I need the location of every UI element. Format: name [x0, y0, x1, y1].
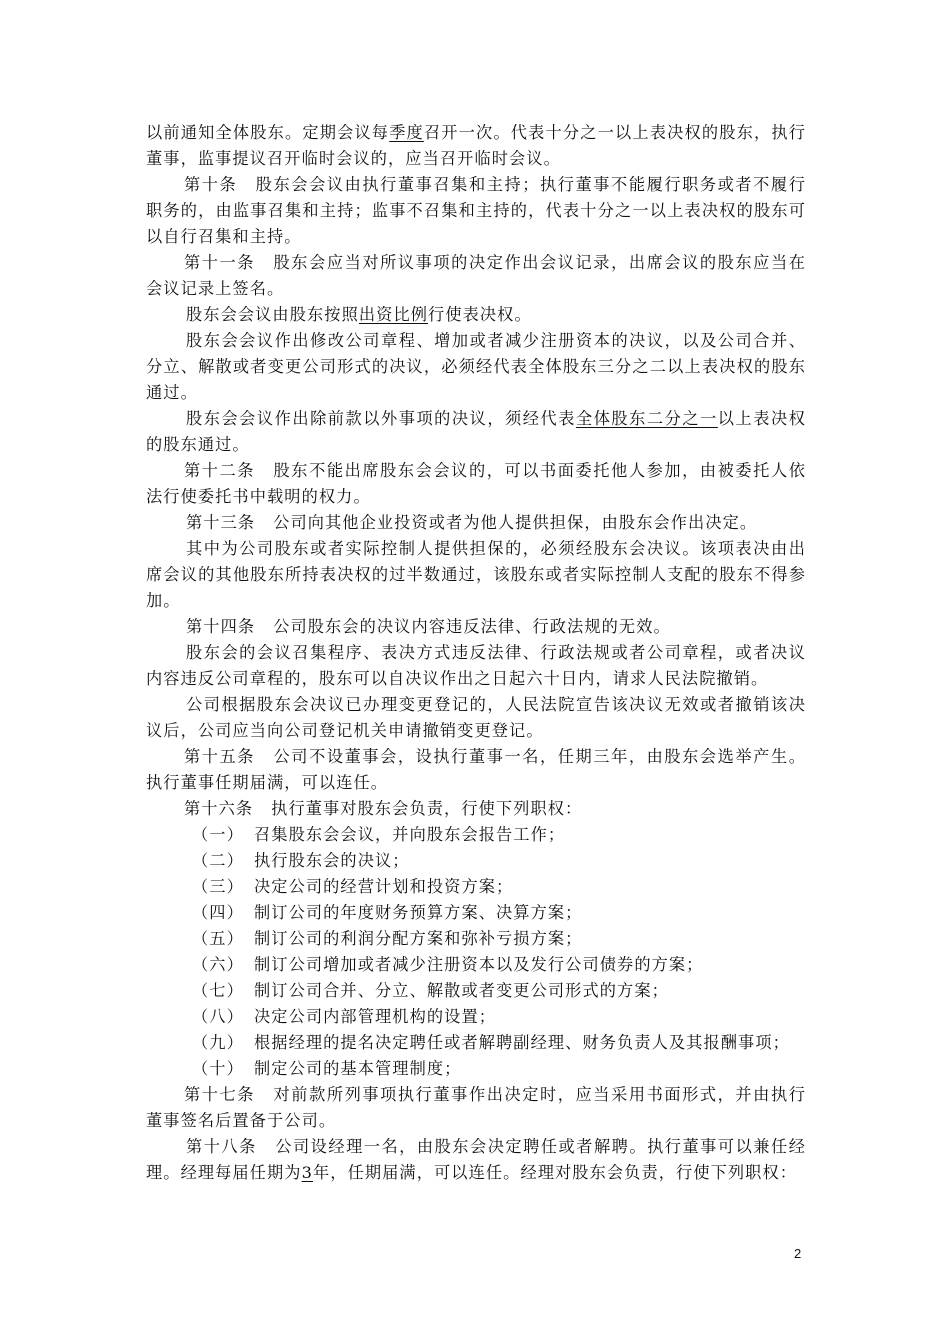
list-item — [192, 1056, 806, 1082]
article-14 — [146, 614, 806, 640]
article-16 — [146, 796, 806, 822]
list-item-text: 决定公司内部管理机构的设置； — [254, 1007, 497, 1026]
powers-list — [146, 822, 806, 1082]
text-run: 年，任期届满，可以连任。经理对股东会负责，行使下列职权： — [313, 1163, 798, 1182]
list-item — [192, 848, 806, 874]
article-13 — [146, 510, 806, 536]
list-item — [192, 1030, 806, 1056]
list-item-text: 制订公司的利润分配方案和弥补亏损方案； — [254, 929, 583, 948]
list-item-number: （十） — [192, 1059, 244, 1078]
text-run: 股东会会议作出除前款以外事项的决议，须经代表 — [186, 409, 576, 428]
list-item-text: 召集股东会会议，并向股东会报告工作； — [254, 825, 566, 844]
article-text: 公司股东会的决议内容违反法律、行政法规的无效。 — [273, 617, 671, 636]
list-item-number: （五） — [192, 929, 244, 948]
article-text: 执行董事对股东会负责，行使下列职权： — [271, 799, 583, 818]
article-text: 对前款所列事项执行董事作出决定时，应当采用书面形式，并由执行董事签名后置备于公司。 — [146, 1085, 806, 1130]
list-item-text: 根据经理的提名决定聘任或者解聘副经理、财务负责人及其报酬事项； — [254, 1033, 790, 1052]
text-run: 行使表决权。 — [428, 305, 532, 324]
article-heading: 第十六条 — [184, 799, 254, 818]
list-item-number: （八） — [192, 1007, 244, 1026]
list-item-text: 决定公司的经营计划和投资方案； — [254, 877, 514, 896]
list-item-number: （一） — [192, 825, 244, 844]
paragraph-guarantee: 其中为公司股东或者实际控制人提供担保的，必须经股东会决议。该项表决由出席会议的其他股东所持表决权的过半数通过，该股东或者实际控制人支配的股东不得参加。 — [146, 539, 806, 610]
text-run: 以上表决权的股东通过。 — [146, 409, 806, 454]
article-heading: 第十八条 — [186, 1137, 257, 1156]
underlined-text: 3 — [301, 1163, 313, 1182]
paragraph-meeting-notice — [146, 120, 806, 172]
text-run: 以前通知全体股东。定期会议每 — [146, 123, 390, 142]
article-text: 股东不能出席股东会会议的，可以书面委托他人参加，由被委托人依法行使委托书中载明的权力。 — [146, 461, 806, 506]
list-item-number: （四） — [192, 903, 244, 922]
list-item — [192, 900, 806, 926]
article-10 — [146, 172, 806, 250]
list-item — [192, 874, 806, 900]
list-item — [192, 926, 806, 952]
list-item-number: （九） — [192, 1033, 244, 1052]
article-heading: 第十一条 — [184, 253, 256, 272]
article-17 — [146, 1082, 806, 1134]
text-run: 公司设经理一名，由股东会决定聘任或者解聘。执行董事可以兼任经理。经理每届任期为 — [146, 1137, 806, 1182]
paragraph-ordinary-resolution — [146, 406, 806, 458]
list-item-text: 制订公司合并、分立、解散或者变更公司形式的方案； — [254, 981, 669, 1000]
underlined-text: 季度 — [389, 123, 424, 142]
article-heading: 第十四条 — [186, 617, 256, 636]
article-text: 公司向其他企业投资或者为他人提供担保，由股东会作出决定。 — [273, 513, 758, 532]
article-11 — [146, 250, 806, 302]
list-item-number: （六） — [192, 955, 244, 974]
list-item-number: （三） — [192, 877, 244, 896]
list-item-text: 制定公司的基本管理制度； — [254, 1059, 462, 1078]
article-text: 股东会会议由执行董事召集和主持；执行董事不能履行职务或者不履行职务的，由监事召集和主持；监事不召集和主持的，代表十分之一以上表决权的股东可以自行召集和主持。 — [146, 175, 806, 246]
list-item — [192, 1004, 806, 1030]
article-15 — [146, 744, 806, 796]
article-text: 股东会应当对所议事项的决定作出会议记录，出席会议的股东应当在会议记录上签名。 — [146, 253, 806, 298]
text-run: 召开一次。代表十分之一以上表决权的股东，执行董事，监事提议召开临时会议的，应当召开临时会议。 — [146, 123, 806, 168]
article-heading: 第十五条 — [184, 747, 256, 766]
article-18 — [146, 1134, 806, 1186]
list-item — [192, 822, 806, 848]
list-item-text: 制订公司的年度财务预算方案、决算方案； — [254, 903, 583, 922]
article-heading: 第十条 — [184, 175, 238, 194]
document-body — [146, 120, 806, 1186]
paragraph-special-resolution: 股东会会议作出修改公司章程、增加或者减少注册资本的决议，以及公司合并、分立、解散或者变更公司形式的决议，必须经代表全体股东三分之二以上表决权的股东通过。 — [146, 331, 806, 402]
page-number: 2 — [794, 1246, 802, 1261]
underlined-text: 全体股东二分之一 — [575, 409, 718, 428]
article-heading: 第十二条 — [184, 461, 256, 480]
article-12 — [146, 458, 806, 510]
article-heading: 第十三条 — [186, 513, 256, 532]
list-item-text: 制订公司增加或者减少注册资本以及发行公司债券的方案； — [254, 955, 704, 974]
list-item-text: 执行股东会的决议； — [254, 851, 410, 870]
paragraph-registration: 公司根据股东会决议已办理变更登记的，人民法院宣告该决议无效或者撤销该决议后，公司应当向公司登记机关申请撤销变更登记。 — [146, 695, 806, 740]
list-item — [192, 978, 806, 1004]
article-text: 公司不设董事会，设执行董事一名，任期三年，由股东会选举产生。执行董事任期届满，可以连任。 — [146, 747, 806, 792]
list-item-number: （二） — [192, 851, 244, 870]
list-item-number: （七） — [192, 981, 244, 1000]
list-item — [192, 952, 806, 978]
paragraph-voting-ratio — [146, 302, 806, 328]
article-heading: 第十七条 — [184, 1085, 256, 1104]
paragraph-revocation: 股东会的会议召集程序、表决方式违反法律、行政法规或者公司章程，或者决议内容违反公司章程的，股东可以自决议作出之日起六十日内，请求人民法院撤销。 — [146, 643, 806, 688]
underlined-text: 出资比例 — [358, 305, 429, 324]
text-run: 股东会会议由股东按照 — [186, 305, 359, 324]
